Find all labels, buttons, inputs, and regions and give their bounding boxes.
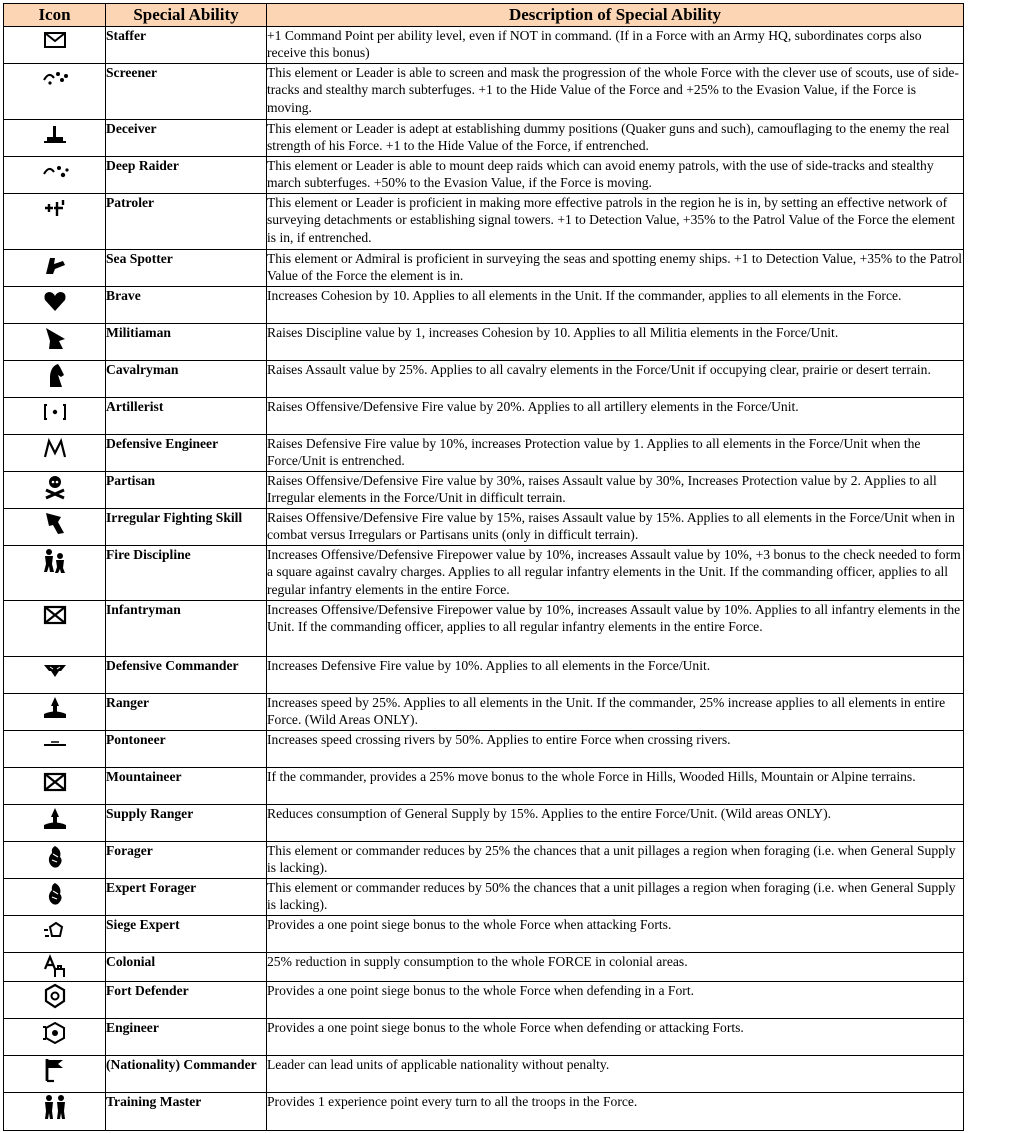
special-abilities-table	[3, 3, 964, 1131]
ability-description: Raises Offensive/Defensive Fire value by 15%, raises Assault value by 15%. Applies to all elements in the Force/Unit when in combat versus Irregulars or Partisans units (only in difficult terrain).	[267, 509, 964, 546]
ability-name: Brave	[106, 287, 267, 324]
deceiver-icon	[4, 120, 105, 148]
icon-cell	[4, 398, 106, 435]
ability-name: Artillerist	[106, 398, 267, 435]
table-row	[4, 250, 964, 287]
table-row	[4, 64, 964, 120]
table-header-row	[4, 4, 964, 27]
ability-description: Provides a one point siege bonus to the whole Force when defending or attacking Forts.	[267, 1019, 964, 1056]
ability-description: This element or Leader is adept at establishing dummy positions (Quaker guns and such), camouflaging to the enemy the real strength of his Force. +1 to the Hide Value of the Force, if entrenched.	[267, 120, 964, 157]
deep-raider-icon	[4, 157, 105, 185]
envelope-icon	[4, 27, 105, 55]
table-row	[4, 879, 964, 916]
ability-description: Increases speed by 25%. Applies to all elements in the Unit. If the commander, 25% increase applies to all elements in entire Force. (Wild Areas ONLY).	[267, 694, 964, 731]
icon-cell	[4, 601, 106, 657]
ranger-icon	[4, 694, 105, 722]
ability-description: Reduces consumption of General Supply by 15%. Applies to the entire Force/Unit. (Wild areas ONLY).	[267, 805, 964, 842]
ability-description: Provides 1 experience point every turn to all the troops in the Force.	[267, 1093, 964, 1131]
fort-icon	[4, 982, 105, 1010]
ability-name: Siege Expert	[106, 916, 267, 953]
ability-description: Increases Offensive/Defensive Firepower value by 10%, increases Assault value by 10%. Applies to all infantry elements in the Unit. If the commanding officer, applies to all regular infantry elements in the entire Force.	[267, 601, 964, 657]
ability-name: Staffer	[106, 27, 267, 64]
pontoon-icon	[4, 731, 105, 759]
table-row	[4, 27, 964, 64]
table-row	[4, 157, 964, 194]
table-row	[4, 1093, 964, 1131]
header-special-ability: Special Ability	[106, 4, 267, 27]
ability-name: Defensive Engineer	[106, 435, 267, 472]
ability-name: Expert Forager	[106, 879, 267, 916]
ability-description: This element or Leader is able to mount deep raids which can avoid enemy patrols, with the use of side-tracks and stealthy march subterfuges. +50% to the Evasion Value, if the Force is moving.	[267, 157, 964, 194]
icon-cell	[4, 120, 106, 157]
icon-cell	[4, 805, 106, 842]
table-row	[4, 472, 964, 509]
table-row	[4, 1019, 964, 1056]
table-row	[4, 916, 964, 953]
militiaman-icon	[4, 324, 105, 352]
irregular-fighting-icon	[4, 509, 105, 537]
skull-crossbones-icon	[4, 472, 105, 500]
icon-cell	[4, 194, 106, 250]
table-row	[4, 805, 964, 842]
ability-name: Sea Spotter	[106, 250, 267, 287]
ability-description: Raises Defensive Fire value by 10%, increases Protection value by 1. Applies to all elements in the Force/Unit when the Force/Unit is entrenched.	[267, 435, 964, 472]
icon-cell	[4, 1056, 106, 1093]
ability-description: This element or commander reduces by 25% the chances that a unit pillages a region when foraging (i.e. when General Supply is lacking).	[267, 842, 964, 879]
defensive-commander-icon	[4, 657, 105, 685]
ability-description: Increases Offensive/Defensive Firepower value by 10%, increases Assault value by 10%, +3 bonus to the check needed to form a square against cavalry charges. Applies to all regular infantry elements in the Unit. If the commanding officer, applies to all regular infantry elements in the entire Force.	[267, 546, 964, 601]
icon-cell	[4, 842, 106, 879]
icon-cell	[4, 731, 106, 768]
ability-name: Colonial	[106, 953, 267, 982]
forager-icon	[4, 879, 105, 907]
table-row	[4, 842, 964, 879]
icon-cell	[4, 27, 106, 64]
icon-cell	[4, 472, 106, 509]
infantry-symbol-icon	[4, 601, 105, 629]
ability-description: If the commander, provides a 25% move bonus to the whole Force in Hills, Wooded Hills, Mountain or Alpine terrains.	[267, 768, 964, 805]
colonial-icon	[4, 953, 105, 981]
ability-name: Fort Defender	[106, 982, 267, 1019]
ability-description: Raises Offensive/Defensive Fire value by 20%. Applies to all artillery elements in the Force/Unit.	[267, 398, 964, 435]
icon-cell	[4, 546, 106, 601]
ability-description: This element or commander reduces by 50% the chances that a unit pillages a region when foraging (i.e. when General Supply is lacking).	[267, 879, 964, 916]
ability-description: This element or Admiral is proficient in surveying the seas and spotting enemy ships. +1 to Detection Value, +35% to the Patrol Value of the Force the element is in.	[267, 250, 964, 287]
ability-name: Fire Discipline	[106, 546, 267, 601]
table-row	[4, 982, 964, 1019]
screener-icon	[4, 64, 105, 92]
icon-cell	[4, 768, 106, 805]
horse-head-icon	[4, 361, 105, 389]
table-row	[4, 601, 964, 657]
table-row	[4, 731, 964, 768]
ability-name: Deceiver	[106, 120, 267, 157]
heart-icon	[4, 287, 105, 315]
table-row	[4, 324, 964, 361]
flag-icon	[4, 1056, 105, 1084]
ability-description: This element or Leader is able to screen and mask the progression of the whole Force with the clever use of scouts, use of side-tracks and stealthy march subterfuges. +1 to the Hide Value of the Force and +25% to the Evasion Value, if the Force is moving.	[267, 64, 964, 120]
icon-cell	[4, 1093, 106, 1131]
table-row	[4, 287, 964, 324]
ability-name: Supply Ranger	[106, 805, 267, 842]
ability-name: Irregular Fighting Skill	[106, 509, 267, 546]
ranger-icon	[4, 805, 105, 833]
ability-name: Mountaineer	[106, 768, 267, 805]
ability-name: Ranger	[106, 694, 267, 731]
infantry-symbol-icon	[4, 768, 105, 796]
ability-name: Cavalryman	[106, 361, 267, 398]
table-row	[4, 657, 964, 694]
icon-cell	[4, 361, 106, 398]
table-row	[4, 435, 964, 472]
ability-description: Provides a one point siege bonus to the whole Force when attacking Forts.	[267, 916, 964, 953]
table-row	[4, 120, 964, 157]
patroler-icon	[4, 194, 105, 222]
icon-cell	[4, 435, 106, 472]
ability-name: Partisan	[106, 472, 267, 509]
icon-cell	[4, 694, 106, 731]
table-row	[4, 398, 964, 435]
ability-description: Increases speed crossing rivers by 50%. Applies to entire Force when crossing rivers.	[267, 731, 964, 768]
ability-name: Militiaman	[106, 324, 267, 361]
table-body	[4, 27, 964, 1131]
icon-cell	[4, 1019, 106, 1056]
table-row	[4, 546, 964, 601]
ability-name: Infantryman	[106, 601, 267, 657]
icon-cell	[4, 879, 106, 916]
table-row	[4, 1056, 964, 1093]
icon-cell	[4, 657, 106, 694]
icon-cell	[4, 916, 106, 953]
ability-description: Provides a one point siege bonus to the whole Force when defending in a Fort.	[267, 982, 964, 1019]
defensive-engineer-icon	[4, 435, 105, 463]
ability-description: Leader can lead units of applicable nationality without penalty.	[267, 1056, 964, 1093]
forager-icon	[4, 842, 105, 870]
ability-name: Screener	[106, 64, 267, 120]
ability-description: Raises Offensive/Defensive Fire value by 30%, raises Assault value by 30%, Increases Protection value by 2. Applies to all Irregular elements in the Force/Unit in difficult terrain.	[267, 472, 964, 509]
training-master-icon	[4, 1093, 105, 1121]
ability-name: Pontoneer	[106, 731, 267, 768]
engineer-icon	[4, 1019, 105, 1047]
ability-description: 25% reduction in supply consumption to the whole FORCE in colonial areas.	[267, 953, 964, 982]
ability-description: Increases Defensive Fire value by 10%. Applies to all elements in the Force/Unit.	[267, 657, 964, 694]
table-row	[4, 768, 964, 805]
fire-discipline-icon	[4, 546, 105, 574]
header-icon: Icon	[4, 4, 106, 27]
table-row	[4, 194, 964, 250]
ability-name: Engineer	[106, 1019, 267, 1056]
ability-name: Forager	[106, 842, 267, 879]
table-row	[4, 361, 964, 398]
table-row	[4, 694, 964, 731]
icon-cell	[4, 324, 106, 361]
icon-cell	[4, 982, 106, 1019]
sea-spotter-icon	[4, 250, 105, 278]
siege-icon	[4, 916, 105, 944]
ability-description: +1 Command Point per ability level, even if NOT in command. (If in a Force with an Army HQ, subordinates corps also receive this bonus)	[267, 27, 964, 64]
ability-description: Increases Cohesion by 10. Applies to all elements in the Unit. If the commander, applies to all elements in the Force.	[267, 287, 964, 324]
header-description: Description of Special Ability	[267, 4, 964, 27]
ability-name: (Nationality) Commander	[106, 1056, 267, 1093]
table-row	[4, 509, 964, 546]
ability-description: Raises Assault value by 25%. Applies to all cavalry elements in the Force/Unit if occupying clear, prairie or desert terrain.	[267, 361, 964, 398]
ability-name: Defensive Commander	[106, 657, 267, 694]
table-row	[4, 953, 964, 982]
ability-description: This element or Leader is proficient in making more effective patrols in the region he is in, by setting an effective network of surveying detachments or establishing signal towers. +1 to Detection Value, +35% to the Patrol Value of the Force the element is in, if entrenched.	[267, 194, 964, 250]
ability-name: Training Master	[106, 1093, 267, 1131]
icon-cell	[4, 157, 106, 194]
ability-description: Raises Discipline value by 1, increases Cohesion by 10. Applies to all Militia elements in the Force/Unit.	[267, 324, 964, 361]
icon-cell	[4, 64, 106, 120]
artillery-icon	[4, 398, 105, 426]
icon-cell	[4, 287, 106, 324]
ability-name: Deep Raider	[106, 157, 267, 194]
icon-cell	[4, 509, 106, 546]
icon-cell	[4, 953, 106, 982]
ability-name: Patroler	[106, 194, 267, 250]
icon-cell	[4, 250, 106, 287]
